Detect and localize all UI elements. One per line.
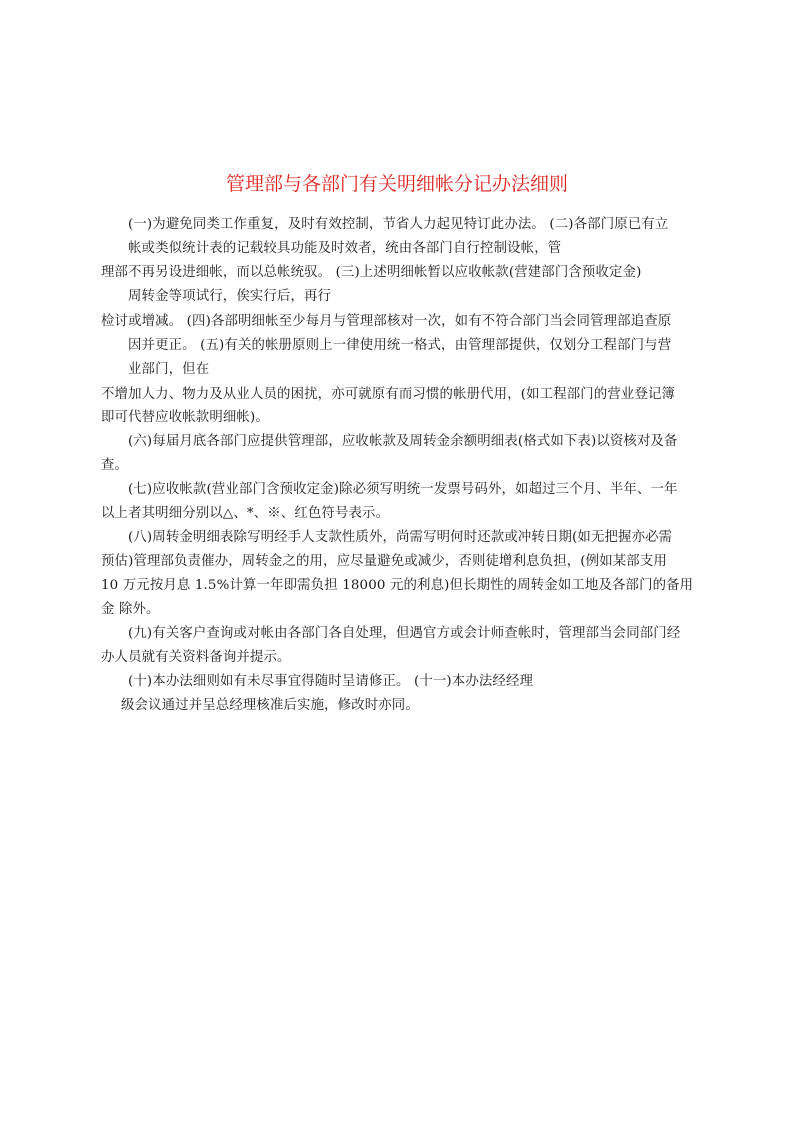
body-line: (八)周转金明细表除写明经手人支款性质外，尚需写明何时还款或冲转日期(如无把握亦必需 — [128, 530, 673, 545]
body-line: 办人员就有关资料备询并提示。 — [101, 650, 291, 665]
body-line: 预估)管理部负责催办，周转金之的用，应尽量避免或减少，否则徒增利息负担，(例如某部支用 — [101, 554, 667, 569]
body-line: (十)本办法细则如有未尽事宜得随时呈请修正。 (十一)本办法经经理 — [128, 674, 534, 689]
body-line: 以上者其明细分别以△、*、※、红色符号表示。 — [101, 506, 390, 521]
body-line: (九)有关客户查询或对帐由各部门各自处理，但遇官方或会计师查帐时，管理部当会同部门经 — [128, 626, 681, 641]
body-line: 周转金等项试行，俟实行后，再行 — [128, 289, 332, 304]
body-line: 10 万元按月息 1.5%计算一年即需负担 18000 元的利息)但长期性的周转金如工地及各部门的备用 — [101, 578, 694, 593]
body-line: 查。 — [101, 458, 129, 473]
document-title: 管理部与各部门有关明细帐分记办法细则 — [225, 173, 568, 195]
body-line: (一)为避免同类工作重复，及时有效控制，节省人力起见特订此办法。 (二)各部门原已有立 — [128, 217, 669, 232]
body-line: 检讨或增减。 (四)各部明细帐至少每月与管理部核对一次，如有不符合部门当会同管理部追查原 — [101, 314, 672, 329]
body-line: 业部门，但在 — [128, 362, 210, 377]
body-line: 级会议通过并呈总经理核准后实施，修改时亦同。 — [121, 698, 419, 713]
body-line: (六)每届月底各部门应提供管理部，应收帐款及周转金余额明细表(格式如下表)以资核对及备 — [128, 434, 678, 449]
body-line: (七)应收帐款(营业部门含预收定金)除必须写明统一发票号码外，如超过三个月、半年、一年 — [128, 482, 678, 497]
body-line: 帐或类似统计表的记载较具功能及时效者，统由各部门自行控制设帐，管 — [128, 241, 562, 256]
body-line: 即可代替应收帐款明细帐)。 — [101, 410, 269, 425]
body-line: 因并更正。 (五)有关的帐册原则上一律使用统一格式，由管理部提供，仅划分工程部门与营 — [128, 338, 672, 353]
body-line: 不增加人力、物力及从业人员的困扰，亦可就原有而习惯的帐册代用，(如工程部门的营业登记簿 — [101, 387, 676, 402]
body-line: 金 除外。 — [101, 602, 160, 617]
body-line: 理部不再另设进细帐，而以总帐统驭。 (三)上述明细帐暂以应收帐款(营建部门含预收定金) — [101, 265, 642, 280]
